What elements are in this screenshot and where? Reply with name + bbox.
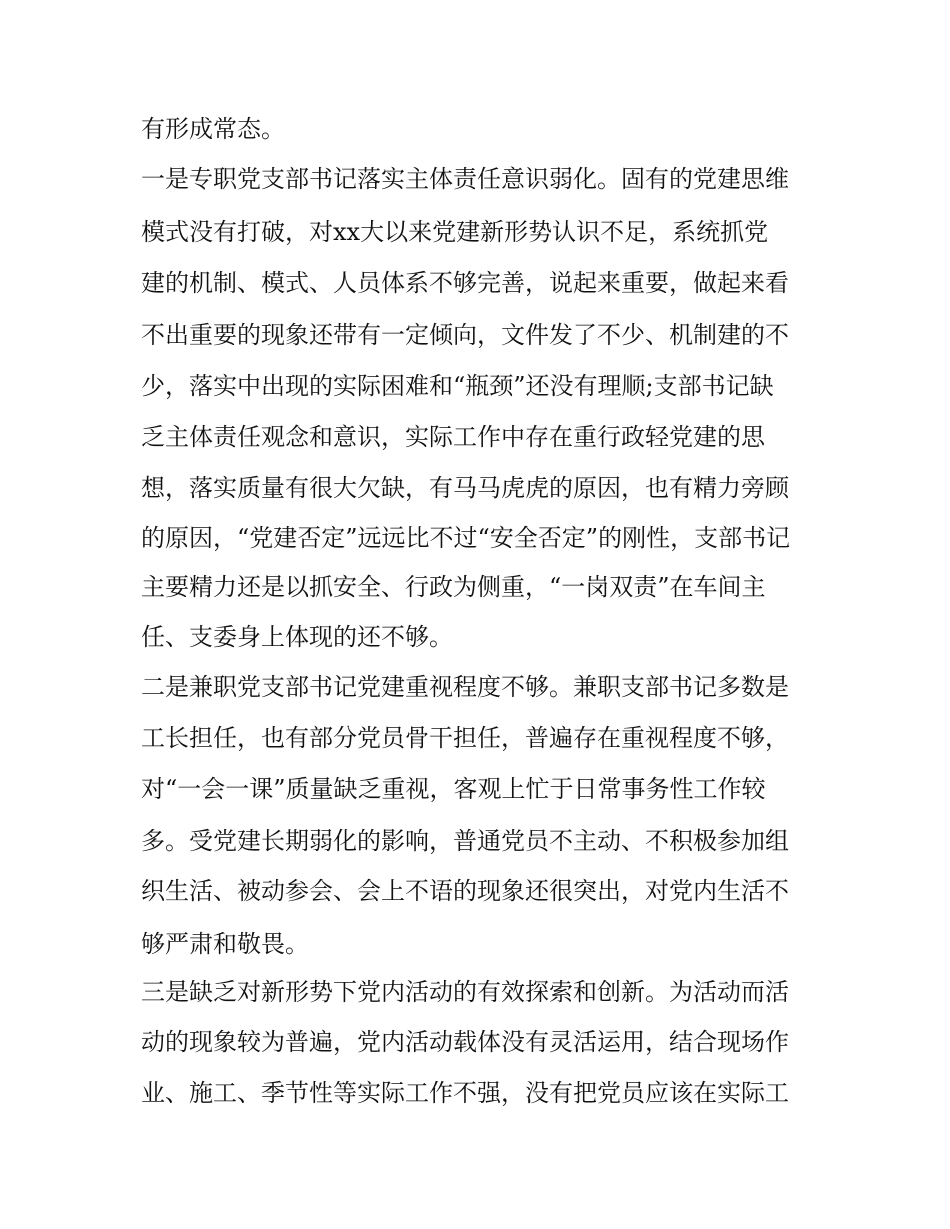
text-line: 对“一会一课”质量缺乏重视，客观上忙于日常事务性工作较 xyxy=(141,775,766,803)
text-line: 想，落实质量有很大欠缺，有马马虎虎的原因，也有精力旁顾 xyxy=(141,474,789,502)
text-line: 够严肃和敬畏。 xyxy=(141,930,309,958)
text-line: 任、支委身上体现的还不够。 xyxy=(141,623,453,651)
text-line: 建的机制、模式、人员体系不够完善，说起来重要，做起来看 xyxy=(141,269,789,297)
text-line: 一是专职党支部书记落实主体责任意识弱化。固有的党建思维 xyxy=(141,165,789,193)
text-line: 模式没有打破，对xx大以来党建新形势认识不足，系统抓党 xyxy=(141,218,769,246)
text-line: 不出重要的现象还带有一定倾向，文件发了不少、机制建的不 xyxy=(141,321,789,349)
text-line: 三是缺乏对新形势下党内活动的有效探索和创新。为活动而活 xyxy=(141,978,789,1006)
text-line: 的原因，“党建否定”远远比不过“安全否定”的刚性，支部书记 xyxy=(141,524,791,552)
text-line: 少，落实中出现的实际困难和“瓶颈”还没有理顺;支部书记缺 xyxy=(141,372,774,400)
text-line: 动的现象较为普遍，党内活动载体没有灵活运用，结合现场作 xyxy=(141,1028,789,1056)
text-line: 有形成常态。 xyxy=(141,115,285,143)
text-line: 织生活、被动参会、会上不语的现象还很突出，对党内生活不 xyxy=(141,877,789,905)
text-line: 二是兼职党支部书记党建重视程度不够。兼职支部书记多数是 xyxy=(141,673,789,701)
text-line: 多。受党建长期弱化的影响，普通党员不主动、不积极参加组 xyxy=(141,827,789,855)
text-line: 业、施工、季节性等实际工作不强，没有把党员应该在实际工 xyxy=(141,1079,789,1107)
text-line: 工长担任，也有部分党员骨干担任，普遍存在重视程度不够， xyxy=(141,724,789,752)
text-line: 主要精力还是以抓安全、行政为侧重，“一岗双责”在车间主 xyxy=(141,573,766,601)
text-line: 乏主体责任观念和意识，实际工作中存在重行政轻党建的思 xyxy=(141,423,765,451)
